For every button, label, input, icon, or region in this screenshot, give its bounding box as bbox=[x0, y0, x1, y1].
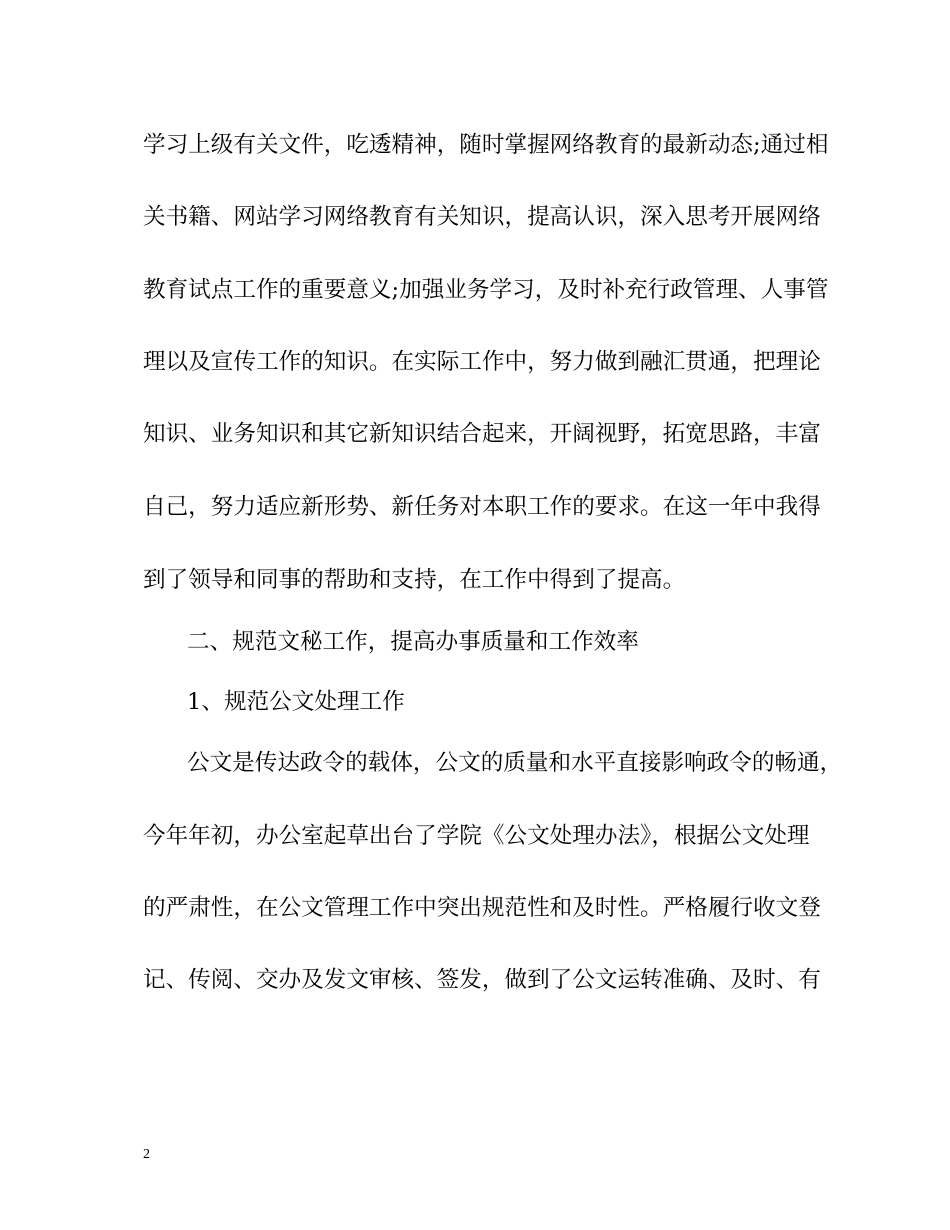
paragraph-line-2: 关书籍、网站学习网络教育有关知识，提高认识，深入思考开展网络 bbox=[143, 204, 821, 230]
subsection-heading: 1、规范公文处理工作 bbox=[187, 689, 405, 715]
paragraph-line-8: 公文是传达政令的载体，公文的质量和水平直接影响政令的畅通， bbox=[187, 750, 843, 776]
paragraph-line-1: 学习上级有关文件，吃透精神，随时掌握网络教育的最新动态;通过相 bbox=[143, 132, 829, 158]
paragraph-line-11: 记、传阅、交办及发文审核、签发，做到了公文运转准确、及时、有 bbox=[143, 967, 821, 993]
section-heading: 二、规范文秘工作，提高办事质量和工作效率 bbox=[187, 629, 639, 655]
paragraph-line-4: 理以及宣传工作的知识。在实际工作中，努力做到融汇贯通，把理论 bbox=[143, 349, 821, 375]
paragraph-line-7: 到了领导和同事的帮助和支持，在工作中得到了提高。 bbox=[143, 567, 686, 593]
paragraph-line-9: 今年年初，办公室起草出台了学院《公文处理办法》，根据公文处理 bbox=[143, 823, 810, 849]
paragraph-line-5: 知识、业务知识和其它新知识结合起来，开阔视野，拓宽思路，丰富 bbox=[143, 421, 821, 447]
paragraph-line-10: 的严肃性，在公文管理工作中突出规范性和及时性。严格履行收文登 bbox=[143, 895, 821, 921]
page-number: 2 bbox=[143, 1147, 150, 1162]
paragraph-line-6: 自己，努力适应新形势、新任务对本职工作的要求。在这一年中我得 bbox=[143, 494, 821, 520]
paragraph-line-3: 教育试点工作的重要意义;加强业务学习，及时补充行政管理、人事管 bbox=[143, 277, 829, 303]
